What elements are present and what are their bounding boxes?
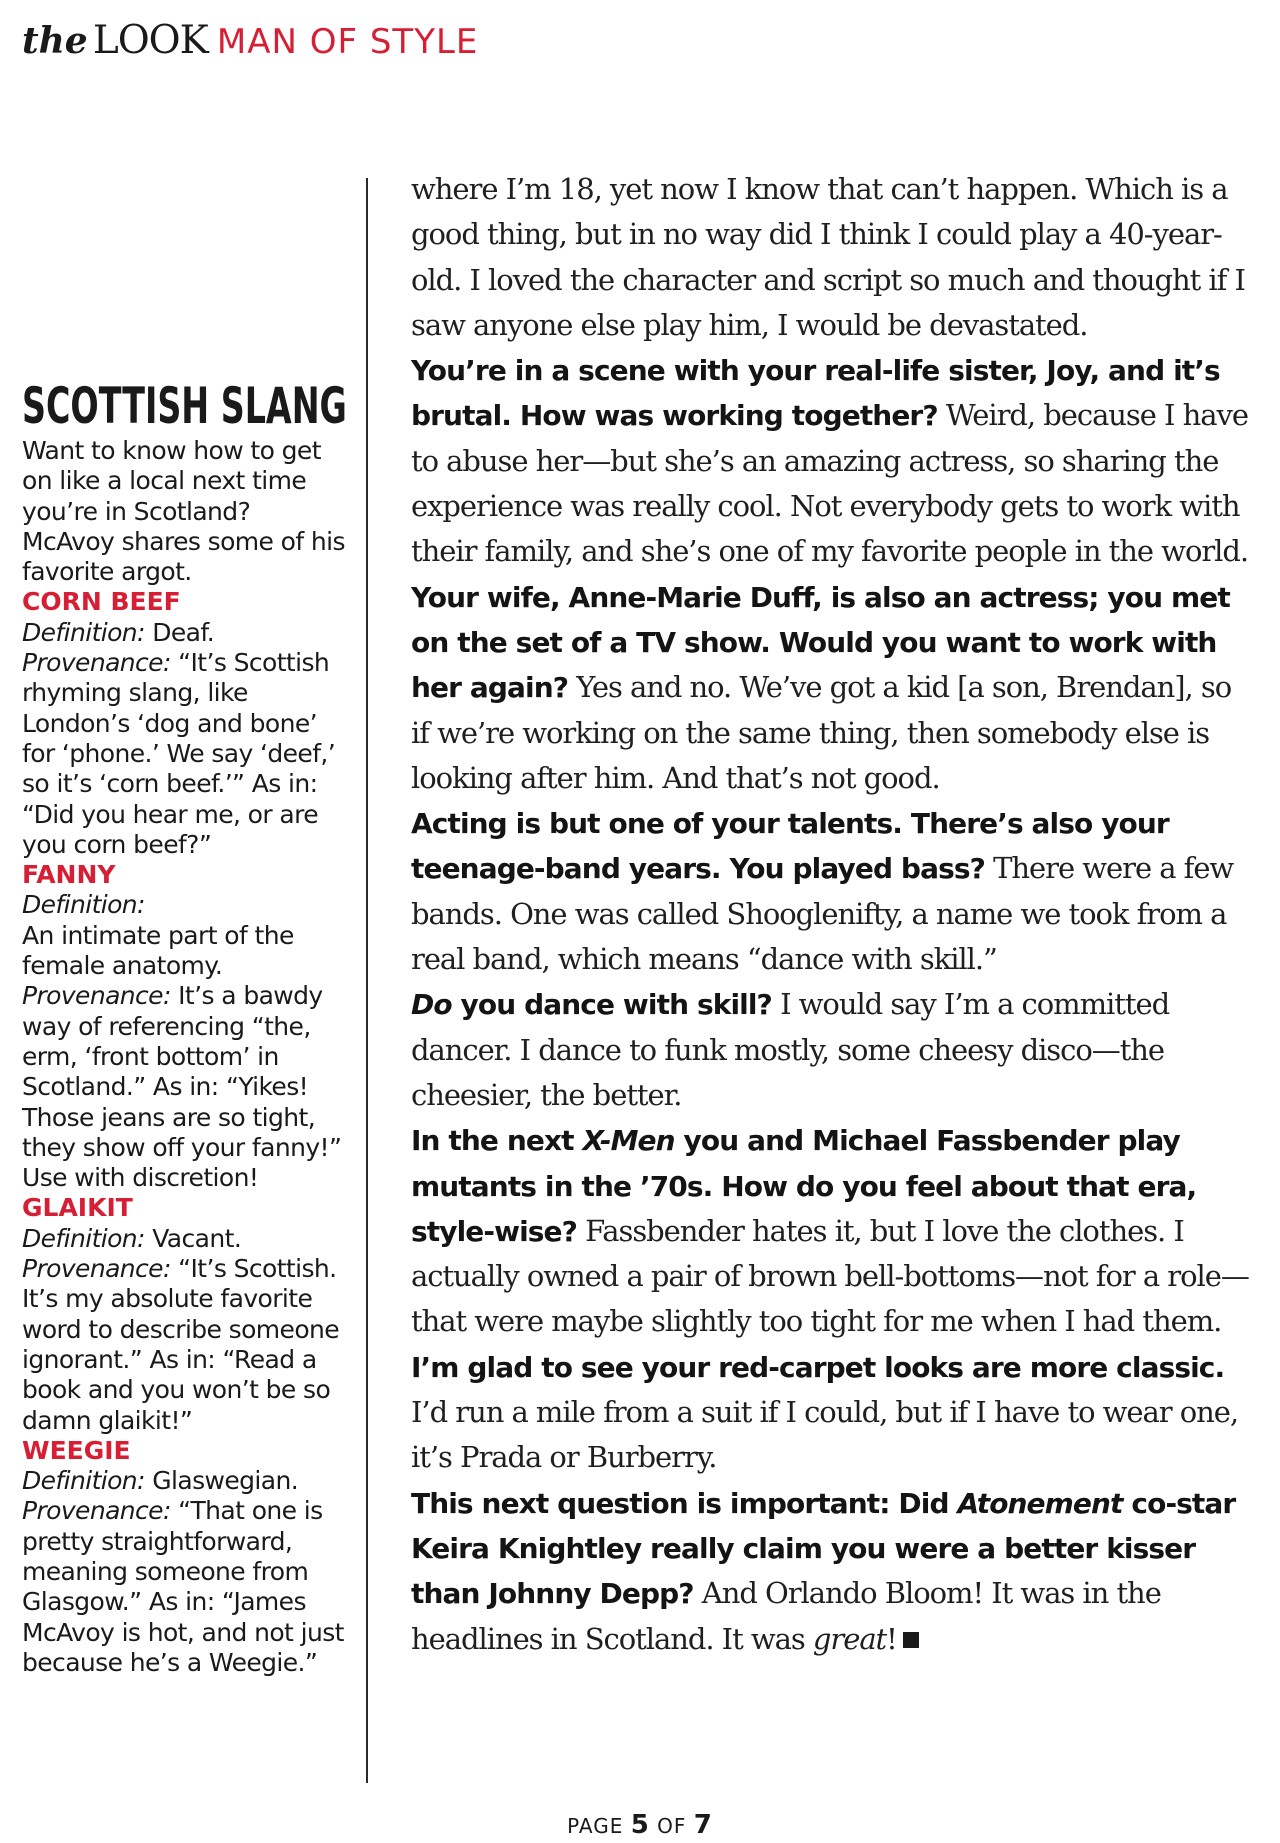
page-word: PAGE <box>567 1814 624 1838</box>
answer-part: And Orlando Bloom! It was in the headlines in Scotland. It was <box>411 1576 1161 1656</box>
slang-term: FANNY <box>22 860 116 890</box>
answer-text: Weird, because I have to abuse her—but she’s an amazing actress, so sharing the experience was really cool. Not everybody gets to work with their family, and she’s one of my favorite people in the world. <box>411 398 1249 569</box>
slang-provenance: “It’s Scottish. It’s my absolute favorite word to describe someone ignorant.” As in: “Read a book and you won’t be so damn glaikit!” <box>22 1254 340 1435</box>
question-italic: X-Men <box>582 1124 675 1158</box>
qa-paragraph <box>411 348 1256 574</box>
question-part: you and Michael Fassbender play mutants in the ’70s. How do you feel about that era, style-wise? <box>411 1124 1197 1248</box>
question-text: You’re in a scene with your real-life sister, Joy, and it’s brutal. How was working together? <box>411 354 1220 433</box>
slang-entry <box>22 1193 347 1435</box>
question-rest: you dance with skill? <box>460 988 772 1022</box>
page-indicator <box>0 1810 1280 1840</box>
provenance-label: Provenance: <box>22 1496 171 1526</box>
header-look: LOOK <box>92 18 208 63</box>
definition-label: Definition: <box>22 890 145 920</box>
slang-term: GLAIKIT <box>22 1193 133 1223</box>
sidebar-intro: Want to know how to get on like a local next time you’re in Scotland? McAvoy shares some of his favorite argot. <box>22 436 345 587</box>
slang-provenance: “It’s Scottish rhyming slang, like London’s ‘dog and bone’ for ‘phone.’ We say ‘deef,’ so it’s ‘corn beef.’” As in: “Did you hear me, or are you corn beef?” <box>22 648 336 859</box>
definition-label: Definition: <box>22 1466 145 1496</box>
provenance-label: Provenance: <box>22 648 171 678</box>
qa-paragraph <box>411 1118 1256 1344</box>
slang-definition: An intimate part of the female anatomy. <box>22 920 294 981</box>
question-text <box>411 988 772 1021</box>
qa-paragraph <box>411 1481 1256 1662</box>
interview-article <box>411 167 1256 1662</box>
slang-entry <box>22 587 347 860</box>
slang-definition: Glaswegian. <box>152 1466 299 1496</box>
answer-italic: great <box>812 1621 887 1656</box>
answer-text: Fassbender hates it, but I love the clothes. I actually owned a pair of brown bell-bottoms—not for a role—that were maybe slightly too tight for me when I had them. <box>411 1213 1249 1339</box>
question-part: This next question is important: Did <box>411 1486 949 1520</box>
qa-paragraph <box>411 1345 1256 1481</box>
page-of-word: OF <box>657 1814 687 1838</box>
qa-paragraph <box>411 982 1256 1118</box>
provenance-label: Provenance: <box>22 1254 171 1284</box>
sidebar-title: SCOTTISH SLANG <box>22 377 347 435</box>
question-part: co-star Keira Knightley really claim you were a better kisser than Johnny Depp? <box>411 1486 1236 1611</box>
slang-provenance: It’s a bawdy way of referencing “the, erm, ‘front bottom’ in Scotland.” As in: “Yikes! Those jeans are so tight, they show off your fanny!” Use with discretion! <box>22 981 342 1193</box>
qa-paragraph <box>411 575 1256 801</box>
slang-entry <box>22 860 347 1193</box>
question-italic: Do <box>411 988 452 1022</box>
question-text: Acting is but one of your talents. There’s also your teenage-band years. You played bass? <box>411 807 1169 886</box>
question-part: In the next <box>411 1124 574 1158</box>
header-the: the <box>22 20 88 62</box>
answer-text: I would say I’m a committed dancer. I dance to funk mostly, some cheesy disco—the cheesier, the better. <box>411 987 1170 1112</box>
slang-term: CORN BEEF <box>22 587 181 617</box>
definition-label: Definition: <box>22 1223 145 1253</box>
answer-paragraph <box>411 167 1256 348</box>
question-text: Your wife, Anne-Marie Duff, is also an actress; you met on the set of a TV show. Would you want to work with her again? <box>411 580 1230 705</box>
page-total: 7 <box>693 1810 713 1840</box>
magazine-header <box>22 18 478 68</box>
question-italic: Atonement <box>957 1486 1123 1520</box>
qa-paragraph <box>411 801 1256 982</box>
answer-text: where I’m 18, yet now I know that can’t happen. Which is a good thing, but in no way did I think I could play a 40-year-old. I loved the character and script so much and thought if I saw anyone else play him, I would be devastated. <box>411 172 1245 342</box>
answer-text: There were a few bands. One was called Shooglenifty, a name we took from a real band, which means “dance with skill.” <box>411 851 1234 977</box>
slang-entry <box>22 1436 347 1678</box>
slang-provenance: “That one is pretty straightforward, meaning someone from Glasgow.” As in: “James McAvoy is hot, and not just because he’s a Weegie.” <box>22 1496 344 1677</box>
page-current: 5 <box>630 1810 650 1840</box>
answer-part: ! <box>886 1621 897 1656</box>
answer-text: I’d run a mile from a suit if I could, but if I have to wear one, it’s Prada or Burberry. <box>411 1395 1239 1475</box>
slang-definition: Deaf. <box>152 617 215 647</box>
sidebar-scottish-slang <box>22 378 347 1678</box>
slang-term: WEEGIE <box>22 1435 131 1465</box>
end-mark-icon <box>903 1632 919 1648</box>
provenance-label: Provenance: <box>22 981 171 1011</box>
column-divider <box>366 178 368 1783</box>
question-text: I’m glad to see your red-carpet looks are more classic. <box>411 1350 1225 1384</box>
definition-label: Definition: <box>22 617 145 647</box>
answer-text: Yes and no. We’ve got a kid [a son, Brendan], so if we’re working on the same thing, then somebody else is looking after him. And that’s not good. <box>411 670 1232 795</box>
header-section: MAN OF STYLE <box>216 22 479 62</box>
slang-definition: Vacant. <box>152 1223 242 1253</box>
